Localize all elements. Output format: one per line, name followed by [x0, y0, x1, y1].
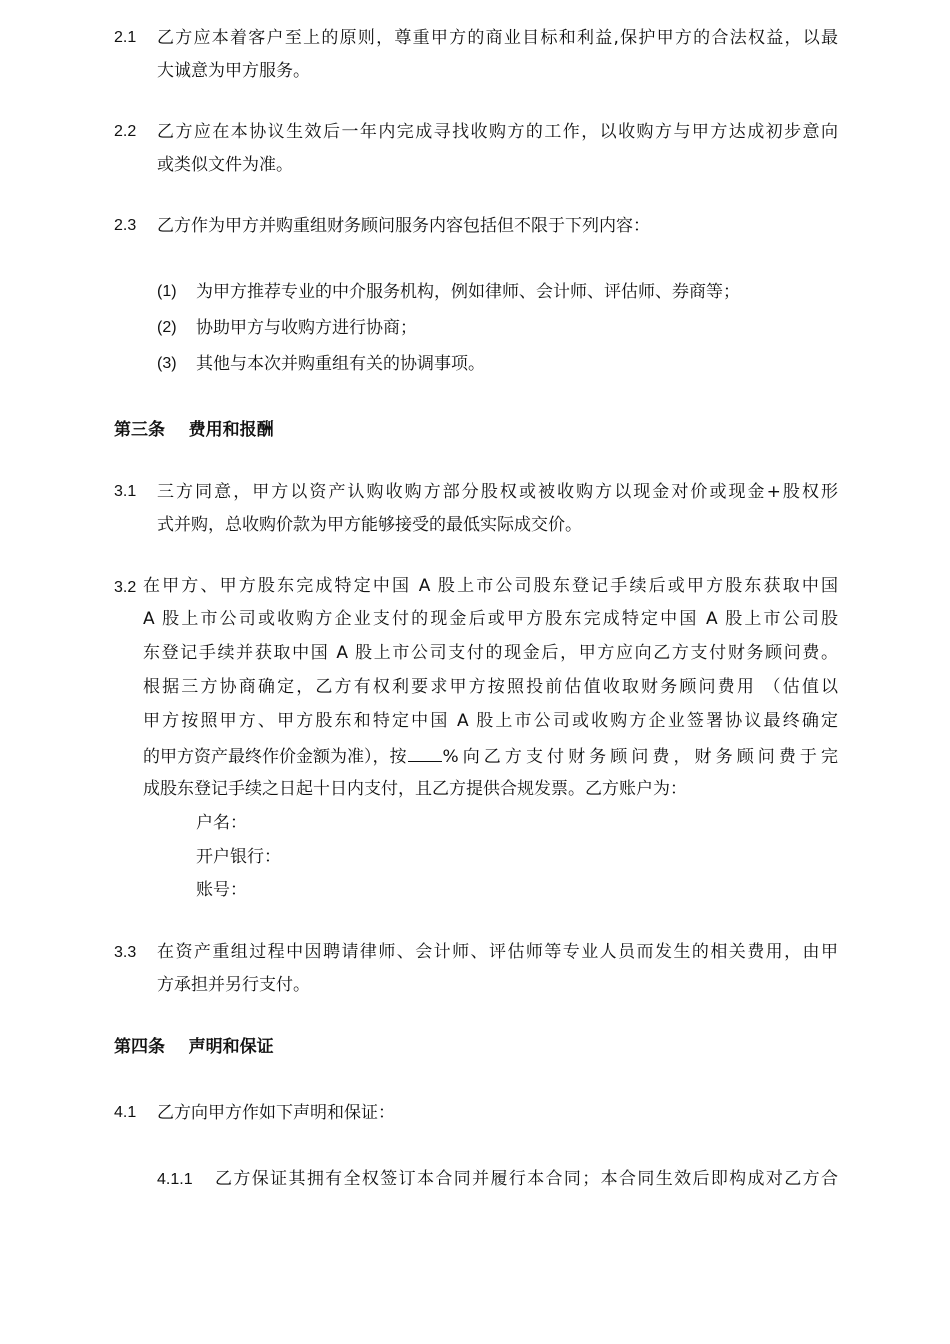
clause-text: 乙方保证其拥有全权签订本合同并履行本合同；本合同生效后即构成对乙方合: [215, 1169, 838, 1189]
clause-text: 甲方按照甲方、甲方股东和特定中国 A 股上市公司或收购方企业签署协议最终确定: [143, 711, 838, 731]
clause-text-fee: [143, 745, 838, 767]
list-item: 协助甲方与收购方进行协商；: [196, 318, 417, 338]
article-heading: 第三条 费用和报酬: [114, 420, 274, 440]
bank-label: 开户银行：: [196, 847, 281, 867]
clause-number: 3.3: [114, 944, 137, 961]
list-item-number: (3): [157, 355, 177, 372]
clause-number: 4.1.1: [157, 1171, 193, 1188]
account-number-label: 账号：: [196, 880, 247, 900]
clause-number: 3.1: [114, 483, 137, 500]
clause-text: 成股东登记手续之日起十日内支付，且乙方提供合规发票。乙方账户为：: [143, 779, 687, 799]
list-item-number: (2): [157, 319, 177, 336]
clause-text: 东登记手续并获取中国 A 股上市公司支付的现金后，甲方应向乙方支付财务顾问费。: [143, 643, 838, 663]
clause-text: 方承担并另行支付。: [157, 975, 310, 995]
clause-text: 乙方应本着客户至上的原则，尊重甲方的商业目标和利益,保护甲方的合法权益，以最: [157, 28, 838, 48]
clause-text: 式并购，总收购价款为甲方能够接受的最低实际成交价。: [157, 515, 582, 535]
clause-number: 2.1: [114, 29, 137, 46]
clause-number: 2.3: [114, 217, 137, 234]
clause-text: 根据三方协商确定，乙方有权利要求甲方按照投前估值收取财务顾问费用 （估值以: [143, 677, 838, 697]
list-item: 其他与本次并购重组有关的协调事项。: [196, 354, 485, 374]
clause-text: 在资产重组过程中因聘请律师、会计师、评估师等专业人员而发生的相关费用，由甲: [157, 942, 838, 962]
list-item-number: (1): [157, 283, 177, 300]
clause-text: 乙方向甲方作如下声明和保证：: [157, 1103, 395, 1123]
account-name-label: 户名：: [196, 813, 247, 833]
blank-underline: [408, 745, 442, 762]
clause-text: 三方同意，甲方以资产认购收购方部分股权或被收购方以现金对价或现金+股权形: [157, 482, 838, 502]
clause-text: 乙方作为甲方并购重组财务顾问服务内容包括但不限于下列内容：: [157, 216, 650, 236]
clause-text: %向乙方支付财务顾问费，财务顾问费于完: [442, 747, 838, 767]
clause-text: A 股上市公司或收购方企业支付的现金后或甲方股东完成特定中国 A 股上市公司股: [143, 609, 838, 629]
clause-number: 4.1: [114, 1104, 137, 1121]
clause-text: 的甲方资产最终作价金额为准），按: [143, 747, 407, 767]
clause-number: 3.2: [114, 579, 137, 596]
clause-text: 大诚意为甲方服务。: [157, 61, 310, 81]
clause-text: 乙方应在本协议生效后一年内完成寻找收购方的工作，以收购方与甲方达成初步意向: [157, 122, 838, 142]
clause-number: 2.2: [114, 123, 137, 140]
article-heading: 第四条 声明和保证: [114, 1037, 274, 1057]
list-item: 为甲方推荐专业的中介服务机构，例如律师、会计师、评估师、券商等；: [196, 282, 740, 302]
clause-text: 或类似文件为准。: [157, 155, 293, 175]
clause-text: 在甲方、甲方股东完成特定中国 A 股上市公司股东登记手续后或甲方股东获取中国: [143, 576, 838, 596]
